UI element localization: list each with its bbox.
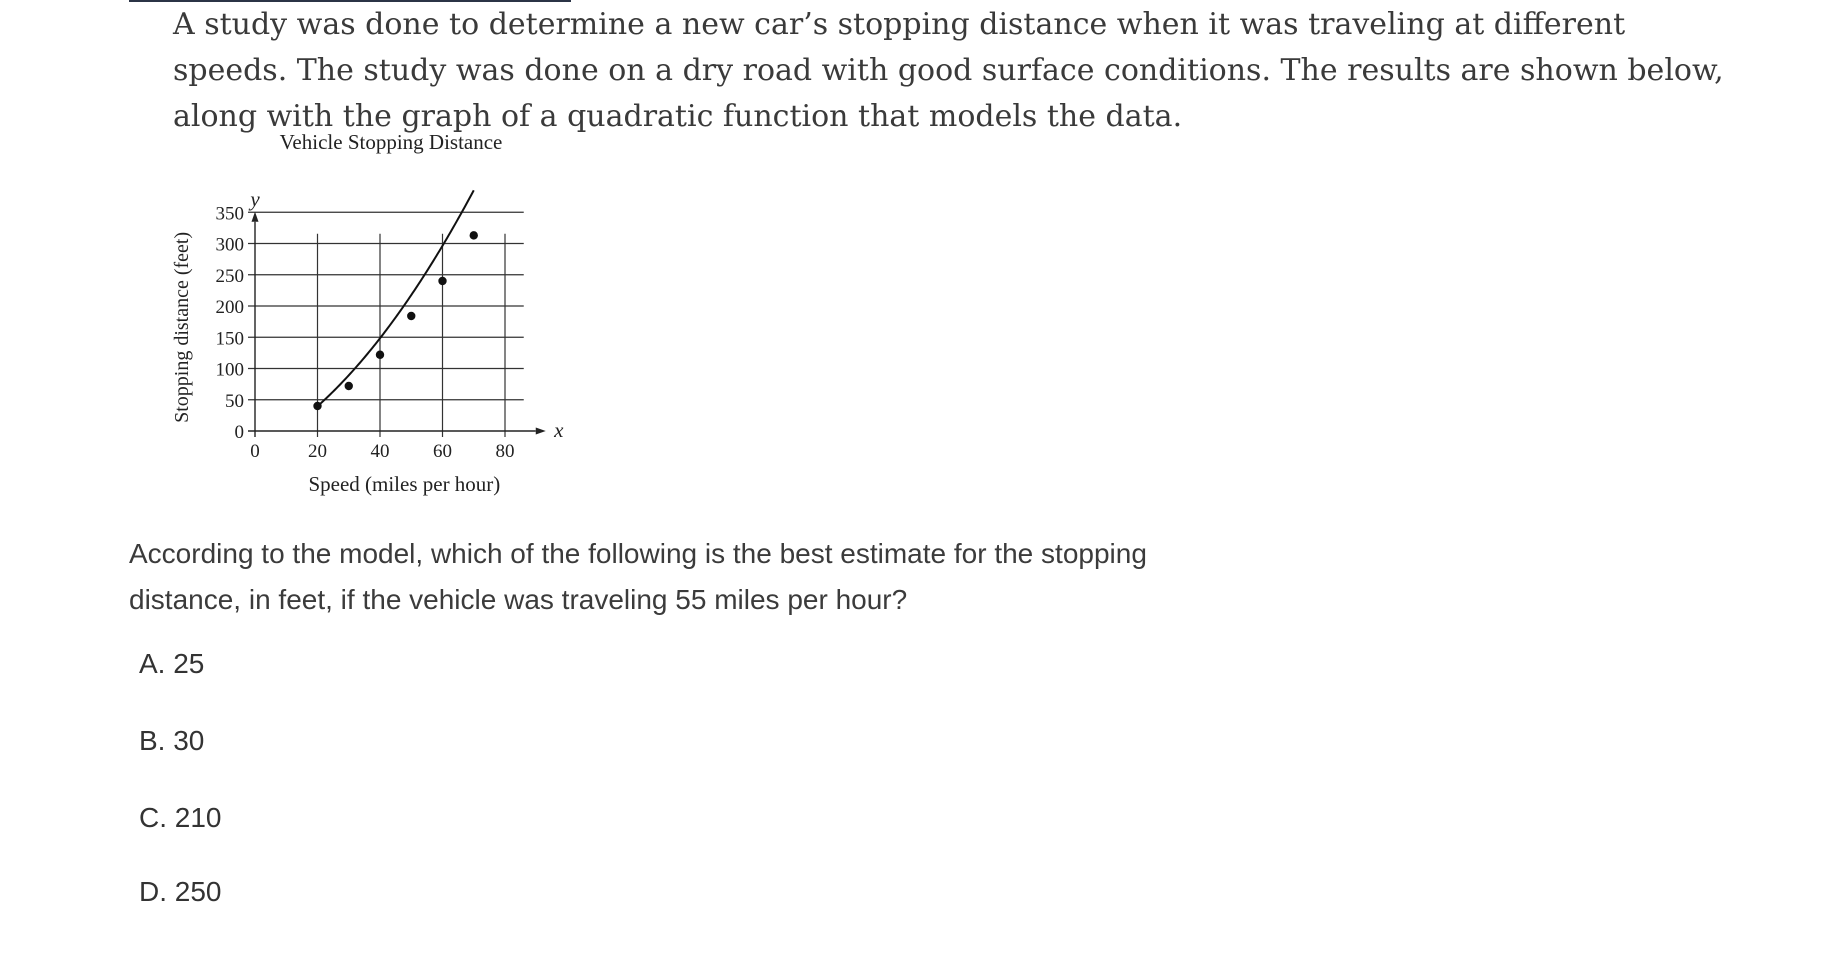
- x-tick-label-40: 40: [370, 441, 390, 462]
- choice-c[interactable]: C. 210: [139, 802, 222, 833]
- y-tick-label-100: 100: [215, 359, 244, 381]
- data-point-70mph: [470, 231, 478, 239]
- point-layer: [313, 231, 478, 410]
- y-tick-label-200: 200: [215, 297, 244, 318]
- model-curve: [318, 190, 474, 406]
- choice-a[interactable]: A. 25: [139, 648, 205, 679]
- choice-d[interactable]: D. 250: [139, 876, 222, 907]
- choice-b[interactable]: B. 30: [139, 725, 205, 756]
- axis-layer: [248, 212, 546, 437]
- passage-text: A study was done to determine a new car’s stopping distance when it was traveling at different speeds. The study was done on a dry road with good surface conditions. The results are shown below, along with the graph of a quadratic function that models the data.: [173, 7, 1724, 134]
- tick-label-layer: [216, 203, 515, 462]
- grid-layer: [248, 212, 524, 437]
- x-tick-label-0: 0: [250, 441, 260, 462]
- x-axis-letter: x: [554, 418, 564, 442]
- y-tick-label-150: 150: [215, 328, 244, 350]
- chart-svg: [165, 132, 585, 502]
- data-point-60mph: [438, 277, 446, 285]
- y-tick-label-250: 250: [215, 265, 244, 287]
- question-text: According to the model, which of the following is the best estimate for the stopping distance, in feet, if the vehicle was traveling 55 miles per hour?: [129, 538, 1147, 615]
- data-point-20mph: [313, 402, 321, 410]
- data-point-50mph: [407, 312, 415, 320]
- curve-layer: [318, 190, 474, 406]
- x-axis-arrow: [536, 428, 546, 435]
- stopping-distance-chart: [165, 132, 585, 502]
- chart-title: Vehicle Stopping Distance: [279, 130, 503, 154]
- data-point-30mph: [345, 382, 353, 390]
- x-tick-label-80: 80: [495, 441, 515, 462]
- y-tick-label-300: 300: [215, 234, 244, 256]
- y-axis-arrow: [252, 212, 259, 222]
- x-tick-label-60: 60: [433, 441, 452, 462]
- y-axis-title: Stopping distance (feet): [171, 231, 193, 423]
- x-axis-title: Speed (miles per hour): [308, 472, 501, 496]
- x-tick-label-20: 20: [308, 441, 327, 462]
- y-tick-label-0: 0: [234, 422, 244, 443]
- y-tick-label-350: 350: [215, 203, 244, 225]
- y-axis-letter: y: [250, 186, 260, 211]
- y-tick-label-50: 50: [225, 390, 244, 412]
- data-point-40mph: [376, 351, 384, 359]
